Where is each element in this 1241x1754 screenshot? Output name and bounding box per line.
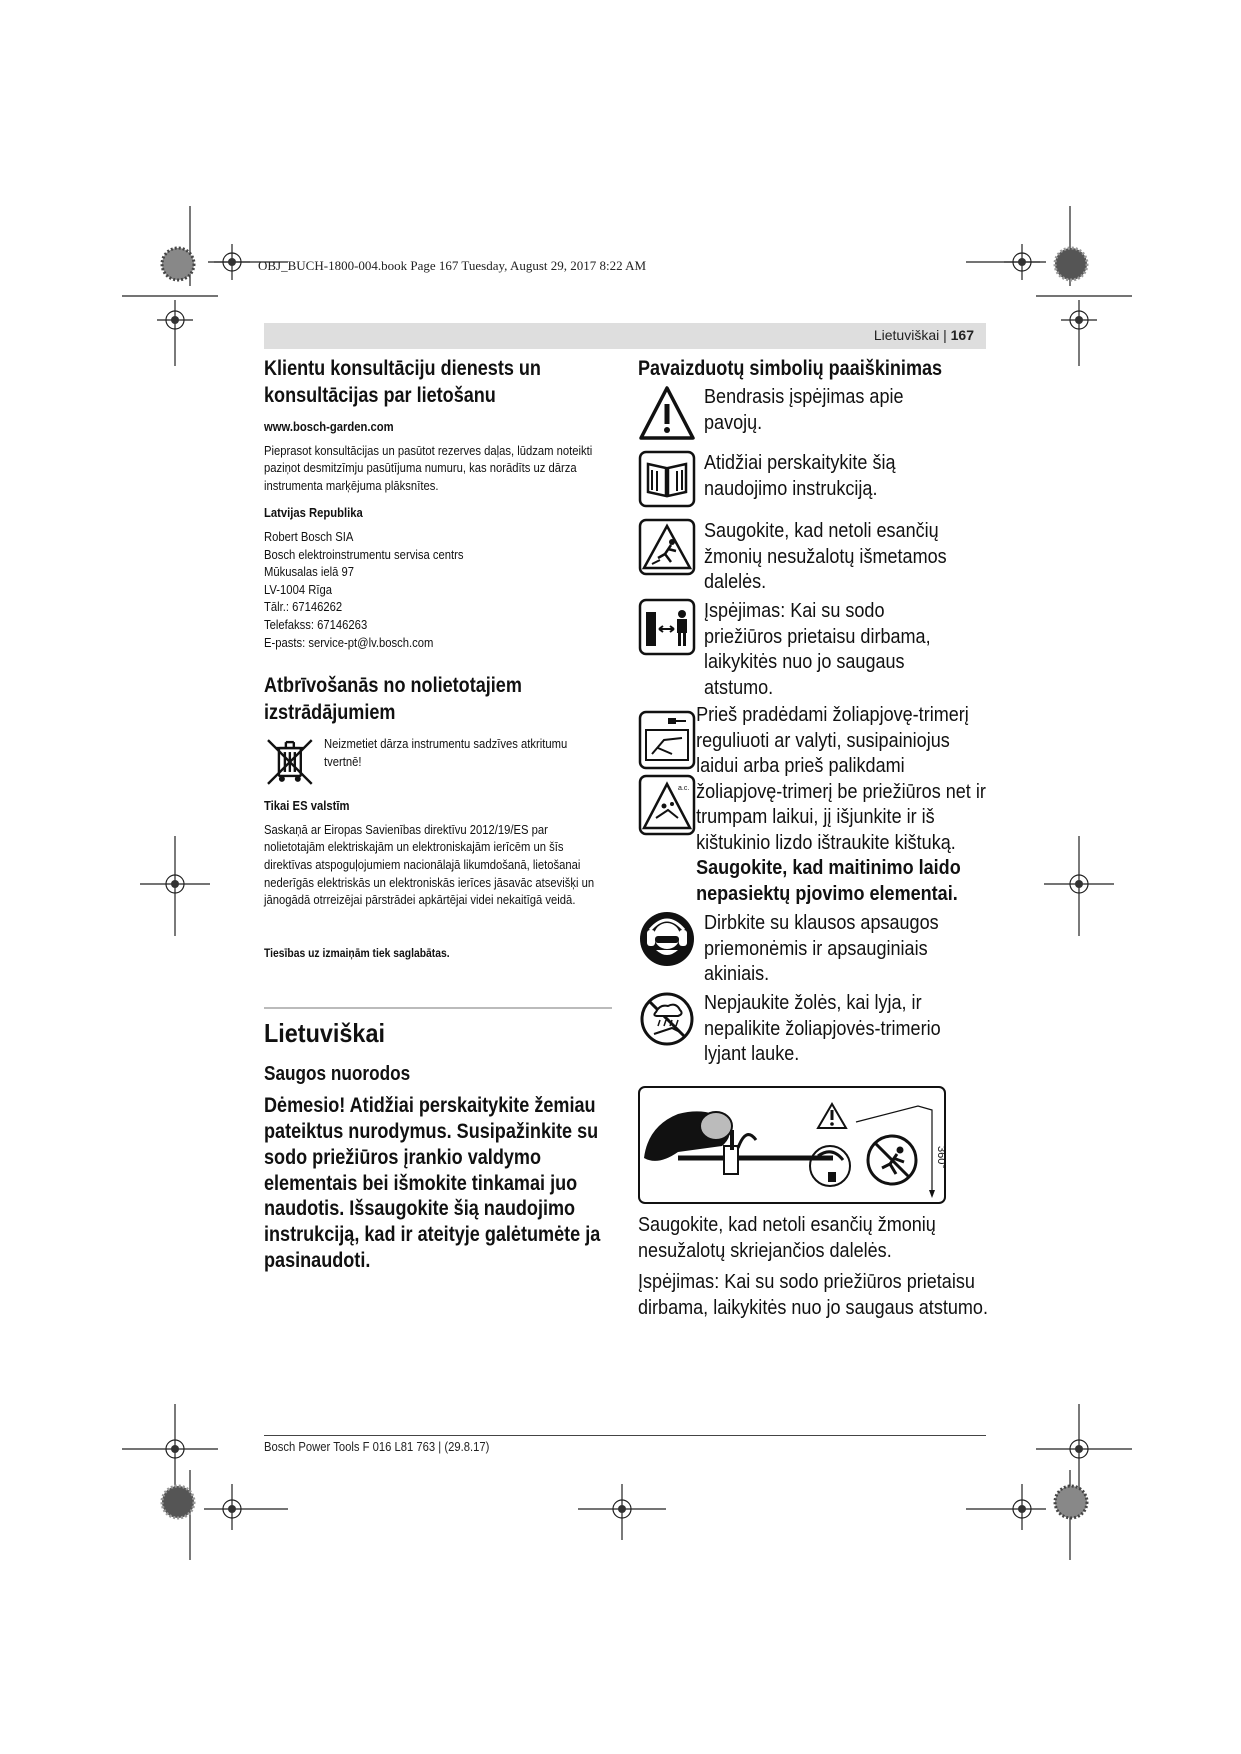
right-column: [638, 355, 990, 1320]
address-line: Bosch elektroinstrumentu servisa centrs: [264, 547, 464, 562]
symbol-text: Nepjaukite žolės, kai lyja, ir nepalikite žoliapjovės-trimerio lyjant lauke.: [704, 991, 941, 1065]
no-rain-icon: [638, 990, 696, 1048]
symbol-text: Bendrasis įspėjimas apie pavojų.: [704, 385, 904, 434]
website-link[interactable]: www.bosch-garden.com: [264, 420, 394, 434]
print-info-line: OBJ_BUCH-1800-004.book Page 167 Tuesday, August 29, 2017 8:22 AM: [258, 258, 647, 273]
left-column: [264, 355, 612, 1274]
symbol-row: [638, 450, 990, 518]
general-warning-icon: [638, 384, 696, 442]
read-manual-icon: [638, 450, 696, 508]
header-language: Lietuviškai: [873, 327, 940, 343]
footer-text: Bosch Power Tools F 016 L81 763 | (29.8.17): [264, 1440, 490, 1454]
symbol-row: [638, 598, 990, 702]
address-line: Mūkusalas ielā 97: [264, 565, 355, 580]
symbols-heading: Pavaizduotų simbolių paaiškinimas: [638, 357, 943, 380]
symbol-row: [638, 384, 990, 450]
rights-reserved: Tiesības uz izmaiņām tiek saglabātas.: [264, 947, 450, 960]
safety-figure: [638, 1086, 948, 1206]
eu-directive-text: Saskaņā ar Eiropas Savienības direktīvu 2012/19/ES par nolietotajām elektriskajām un elektroniskajām ierīcēm un šīs direktīvas atspoguļojumiem nacionālajā likumdošanā, lietošanai nederīgās elektriskās un elektroniskās ierīces jāsavāc atsevišķi un jānogādā otrreizējai pārstrādei apkārtējai videi nekaitīgā veidā.: [264, 822, 595, 908]
consultation-text: Pieprasot konsultācijas un pasūtot rezerves daļas, lūdzam noteikti paziņot desmitzīmju pasūtījuma numuru, kas norādīts uz dārza instrumenta marķējuma plāksnītes.: [264, 443, 593, 493]
language-heading: Lietuviškai: [264, 1018, 385, 1049]
page-header-text: [874, 327, 974, 343]
symbol-row: [638, 990, 990, 1076]
unplug-block: [638, 702, 990, 906]
eu-heading: Tikai ES valstīm: [264, 799, 350, 814]
symbol-row: [638, 910, 990, 990]
distance-warning: Įspėjimas: Kai su sodo priežiūros prietaisu dirbama, laikykitės nuo jo saugaus atstumo.: [638, 1270, 988, 1319]
flying-debris-icon: [638, 518, 696, 576]
section-divider: [264, 1007, 612, 1009]
country-heading: Latvijas Republika: [264, 506, 363, 521]
disposal-text: Neizmetiet dārza instrumentu sadzīves atkritumu tvertnē!: [323, 737, 567, 769]
address-block: [264, 529, 612, 652]
crossed-bin-icon: [264, 736, 316, 788]
page-number: 167: [950, 327, 974, 343]
symbol-text: Įspėjimas: Kai su sodo priežiūros prietaisu dirbama, laikykitės nuo jo saugaus atstumo.: [704, 599, 931, 699]
consultation-heading: Klientu konsultāciju dienests un konsultācijas par lietošanu: [264, 357, 541, 407]
disposal-heading: Atbrīvošanās no nolietotajiem izstrādājumiem: [264, 674, 522, 725]
address-line: Robert Bosch SIA: [264, 529, 354, 544]
svg-text:a.c.: a.c.: [678, 785, 690, 792]
symbol-text: Saugokite, kad netoli esančių žmonių nesužalotų išmetamos dalelės.: [704, 519, 947, 593]
unplug-text: Prieš pradėdami žoliapjovę-trimerį reguliuoti ar valyti, susipainiojus laidui arba prieš palikdami žoliapjovę-trimerį be priežiūros net ir trumpam laikui, jį išjunkite ir iš kištukinio lizdo ištraukite kištuką.: [696, 703, 986, 854]
debris-warning: Saugokite, kad netoli esančių žmonių nesužalotų skriejančios dalelės.: [638, 1213, 936, 1262]
unplug-warning-bold: Saugokite, kad maitinimo laido nepasiektų pjovimo elementai.: [696, 856, 961, 905]
unplug-instruction: [638, 702, 990, 906]
disposal-row: [264, 736, 612, 788]
symbol-text: Dirbkite su klausos apsaugos priemonėmis ir apsauginiais akiniais.: [704, 911, 939, 985]
address-line: Telefakss: 67146263: [264, 617, 368, 632]
header-separator: |: [939, 327, 951, 343]
address-line: Tālr.: 67146262: [264, 600, 343, 615]
ear-eye-protection-icon: [638, 910, 696, 968]
page-header-bar: [264, 323, 986, 349]
address-line[interactable]: E-pasts: service-pt@lv.bosch.com: [264, 635, 434, 650]
footer-rule: [264, 1435, 986, 1436]
attention-warning: Dėmesio! Atidžiai perskaitykite žemiau pateiktus nurodymus. Susipažinkite su sodo priežiūros įrankio valdymo elementais bei išmokite tinkamai juo naudotis. Išsaugokite šią naudojimo instrukciją, kad ir ateityje galėtumėte ja pasinaudoti.: [264, 1094, 601, 1273]
trimmer-safety-illustration: [638, 1086, 948, 1206]
address-line: LV-1004 Rīga: [264, 582, 332, 597]
safe-distance-icon: [638, 598, 696, 656]
safety-heading: Saugos nuorodos: [264, 1063, 411, 1086]
symbol-text: Atidžiai perskaitykite šią naudojimo instrukciją.: [704, 451, 896, 500]
symbol-row: [638, 518, 990, 598]
rotation-label: 360°: [935, 1146, 947, 1169]
